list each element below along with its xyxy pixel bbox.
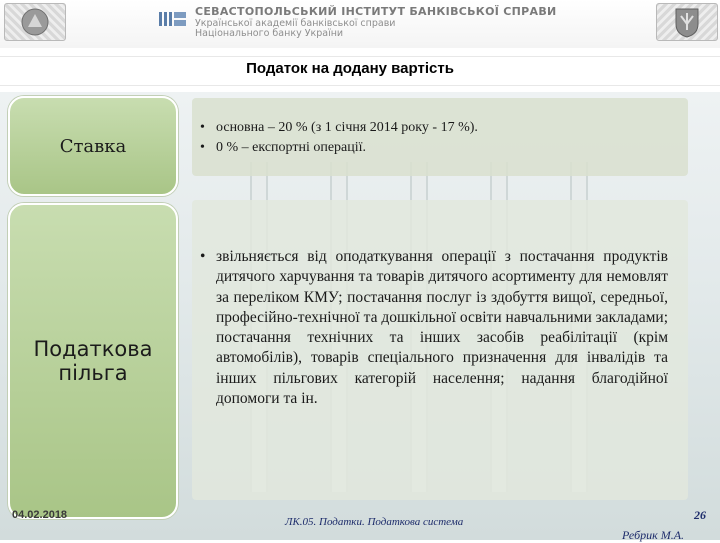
rate-label: Ставка bbox=[59, 135, 127, 157]
benefit-description: • звільняється від оподаткування операції з постачання продуктів дитячого харчування та товарів дитячого асортименту для немовлят за переліком КМУ; постачання послуг із здобуття вищої, середньої, професійно-технічної та дошкільної освіти навчальними закладами; постачання технічних та інших засобів реабілітації (крім автомобілів), товарів спеціального призначення для інвалідів та інших пільгових категорій населення; надання благодійної допомоги та ін. bbox=[200, 247, 668, 409]
header-banner bbox=[0, 0, 720, 48]
institute-name: СЕВАСТОПОЛЬСЬКИЙ ІНСТИТУТ БАНКІВСЬКОЇ СПРАВИ bbox=[195, 5, 557, 18]
institute-logo bbox=[4, 3, 66, 41]
page-number: 26 bbox=[694, 508, 706, 522]
benefit-label: Податкова пільга bbox=[33, 337, 153, 385]
rate-item-zero: • 0 % – експортні операції. bbox=[200, 138, 680, 158]
rate-label-box bbox=[8, 96, 178, 196]
rate-item-main: • основна – 20 % (з 1 січня 2014 року - 17 %). bbox=[200, 118, 680, 138]
benefit-label-box bbox=[8, 203, 178, 519]
rate-list bbox=[200, 118, 680, 158]
national-bank-logo bbox=[656, 3, 718, 41]
footer-lecture: ЛК.05. Податки. Податкова система bbox=[285, 516, 464, 528]
footer-author: Ребрик М.А. bbox=[622, 528, 685, 542]
institute-sub-line-1: Української академії банківської справи bbox=[195, 18, 396, 29]
footer-date: 04.02.2018 bbox=[12, 509, 68, 521]
slide-title: Податок на додану вартість bbox=[246, 60, 454, 77]
institute-sub-line-2: Національного банку України bbox=[195, 28, 344, 39]
coat-of-arms-icon bbox=[673, 6, 701, 38]
bank-emblem-icon bbox=[159, 10, 189, 28]
institute-crest-icon bbox=[20, 7, 50, 37]
